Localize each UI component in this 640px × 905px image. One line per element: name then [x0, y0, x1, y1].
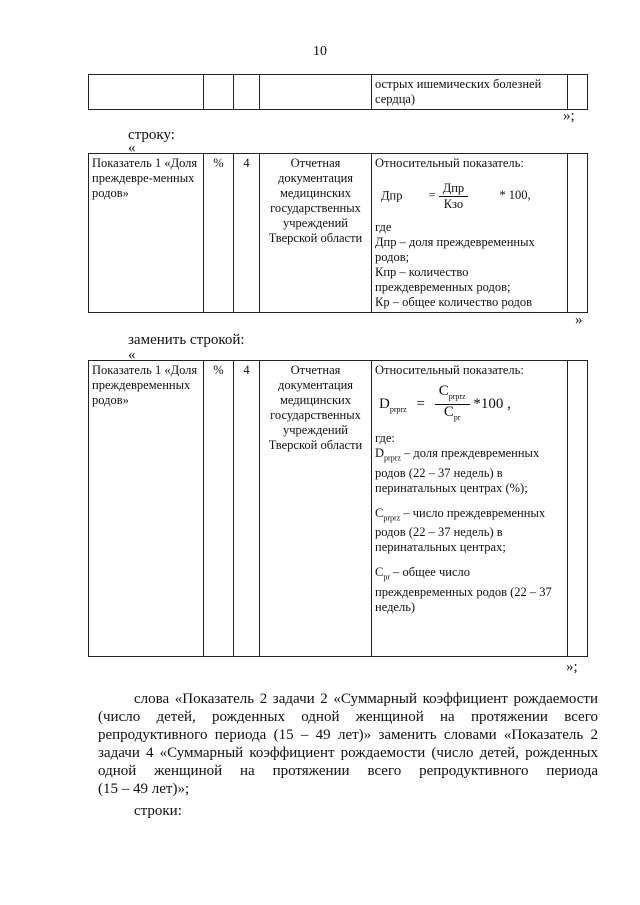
formula-fraction [439, 181, 468, 212]
where-label: где [375, 220, 392, 234]
label-replace: заменить строкой: [128, 332, 245, 348]
definition: $C_{pr}$ – общее число преждевременных родов (22 – 37 недель) [375, 565, 552, 614]
table-continuation [88, 74, 588, 110]
formula-numerator: Дпр [439, 181, 468, 197]
page-number: 10 [313, 44, 327, 59]
paragraph-line: слова «Показатель 2 задачи 2 «Суммарный коэффициент рождаемости [134, 691, 598, 707]
cell-extra [568, 154, 588, 313]
cell-num [234, 75, 260, 110]
cell-source [260, 75, 372, 110]
closing-quote: »; [566, 659, 578, 675]
formula-lhs: $D_{prprz}$ [379, 395, 407, 414]
formula: $D_{prprz}$ = $\frac{C_{prprz}}{C_{pr}}$ *100 , [379, 384, 564, 425]
cell-indicator: Показатель 1 «Доля преждевременных родов» [89, 361, 204, 657]
formula-tail: * 100, [499, 188, 531, 203]
paragraph-line: репродуктивного периода (15 – 49 лет)» заменить словами «Показатель 2 [98, 727, 598, 743]
definition: Дпр – доля преждевременных родов; [375, 235, 535, 264]
cell-source: Отчетная документация медицинских государственных учреждений Тверской области [260, 154, 372, 313]
cell-method [372, 154, 568, 313]
cell-indicator: Показатель 1 «Доля преждевре-менных родов» [89, 154, 204, 313]
paragraph-line: (15 – 49 лет)»; [98, 781, 190, 797]
formula-fraction [435, 384, 470, 425]
formula-denominator: Кзо [443, 197, 464, 211]
cell-num: 4 [234, 361, 260, 657]
closing-quote: » [575, 312, 583, 328]
table-row [89, 75, 588, 110]
formula-denominator: $C_{pr}$ [443, 404, 461, 422]
formula-numerator: $C_{prprz}$ [435, 384, 470, 405]
definition: Кпр – количество преждевременных родов; [375, 265, 511, 294]
method-title: Относительный показатель: [375, 156, 524, 170]
body-paragraph [98, 690, 598, 798]
definition: Кр – общее количество родов [375, 295, 532, 309]
table-row [89, 154, 588, 313]
cell-method: острых ишемических болезней сердца) [372, 75, 568, 110]
method-title: Относительный показатель: [375, 363, 524, 377]
open-quote: « [128, 347, 136, 363]
cell-unit [204, 75, 234, 110]
definition: $D_{prprz}$ – доля преждевременных родов (22 – 37 недель) в перинатальных центрах (%); [375, 446, 540, 495]
label-row: строку: [128, 127, 175, 143]
cell-extra [568, 75, 588, 110]
definition: $C_{prprz}$ – число преждевременных родов (22 – 37 недель) в перинатальных центрах; [375, 505, 546, 554]
open-quote: « [128, 140, 136, 156]
cell-source: Отчетная документация медицинских государственных учреждений Тверской области [260, 361, 372, 657]
cell-unit: % [204, 361, 234, 657]
cell-indicator [89, 75, 204, 110]
formula-lhs: Дпр [381, 188, 403, 203]
where-label: где: [375, 431, 395, 445]
cell-method [372, 361, 568, 657]
cell-unit: % [204, 154, 234, 313]
table-old-row [88, 153, 588, 313]
table-new-row [88, 360, 588, 657]
table-row [89, 361, 588, 657]
paragraph-line: (число детей, рожденных одной женщиной на протяжении всего [98, 709, 598, 725]
paragraph-line: одной женщиной на протяжении всего репродуктивного периода [98, 763, 598, 779]
label-rows: строки: [134, 803, 182, 819]
formula: Дпр = $\frac{\text{Дпр}}{\text{Кзо}}$ * 100, [381, 181, 531, 211]
formula-tail: *100 , [473, 395, 511, 412]
cell-num: 4 [234, 154, 260, 313]
paragraph-line: задачи 4 «Суммарный коэффициент рождаемости (число детей, рожденных [98, 745, 598, 761]
closing-quote: »; [563, 108, 575, 124]
cell-extra [568, 361, 588, 657]
